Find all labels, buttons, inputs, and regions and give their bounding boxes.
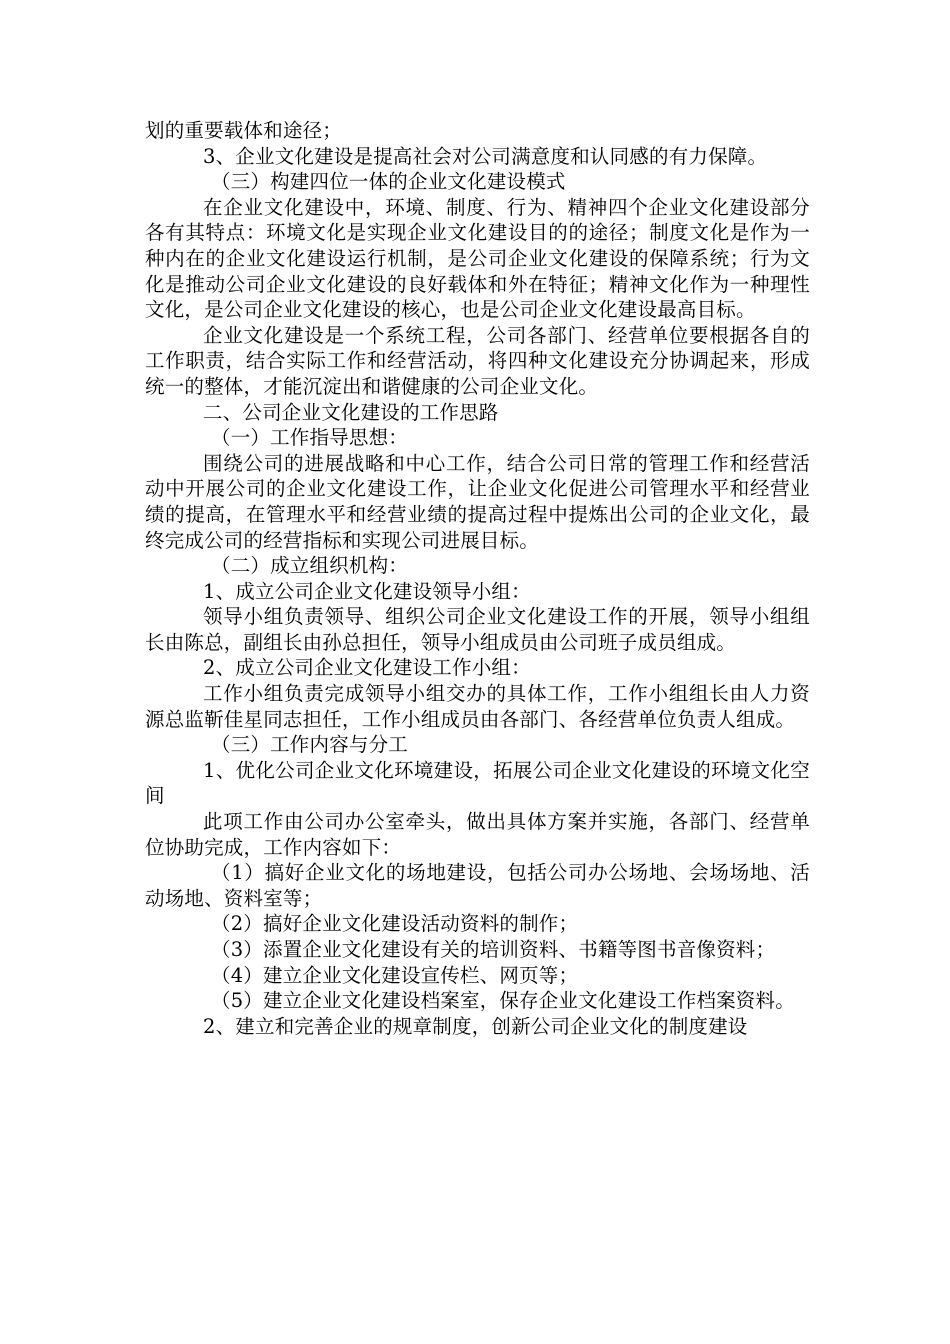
section-heading-14: （三）工作内容与分工 [211, 733, 409, 757]
paragraph-2: 3、企业文化建设是提高社会对公司满意度和认同感的有力保障。 [203, 144, 768, 168]
paragraph-13: 工作小组负责完成领导小组交办的具体工作，工作小组组长由人力资源总监靳佳星同志担任，工作小组成员由各部门、各经营单位负责人组成。 [145, 682, 810, 731]
list-item-2: （2）搞好企业文化建设活动资料的制作； [211, 912, 579, 936]
paragraph-16: 此项工作由公司办公室牵头，做出具体方案并实施，各部门、经营单位协助完成，工作内容如下： [145, 810, 810, 859]
section-heading-3: （三）构建四位一体的企业文化建设模式 [211, 170, 566, 194]
list-item-4: （4）建立企业文化建设宣传栏、网页等； [211, 963, 579, 987]
paragraph-10: 1、成立公司企业文化建设领导小组： [203, 579, 531, 603]
paragraph-15: 1、优化公司企业文化环境建设，拓展公司企业文化建设的环境文化空间 [145, 758, 810, 808]
paragraph-8: 围绕公司的进展战略和中心工作，结合公司日常的管理工作和经营活动中开展公司的企业文化建设工作，让企业文化促进公司管理水平和经营业绩的提高，在管理水平和经营业绩的提高过程中提炼出公司的企业文化，最终完成公司的经营指标和实现公司进展目标。 [145, 451, 810, 552]
paragraph-22: 2、建立和完善企业的规章制度，创新公司企业文化的制度建设 [203, 1014, 748, 1038]
paragraph-11: 领导小组负责领导、组织公司企业文化建设工作的开展，领导小组组长由陈总，副组长由孙总担任，领导小组成员由公司班子成员组成。 [145, 605, 810, 654]
list-item-1: （1）搞好企业文化的场地建设，包括公司办公场地、会场场地、活动场地、资料室等； [145, 861, 810, 910]
list-item-5: （5）建立企业文化建设档案室，保存企业文化建设工作档案资料。 [211, 989, 795, 1013]
section-heading-9: （二）成立组织机构： [211, 554, 409, 578]
list-item-3: （3）添置企业文化建设有关的培训资料、书籍等图书音像资料； [211, 938, 776, 961]
paragraph-1: 划的重要载体和途径； [145, 119, 343, 142]
paragraph-12: 2、成立公司企业文化建设工作小组： [203, 656, 531, 680]
paragraph-5: 企业文化建设是一个系统工程，公司各部门、经营单位要根据各自的工作职责，结合实际工作和经营活动，将四种文化建设充分协调起来，形成统一的整体，才能沉淀出和谐健康的公司企业文化。 [145, 323, 810, 398]
paragraph-4: 在企业文化建设中，环境、制度、行为、精神四个企业文化建设部分各有其特点：环境文化是实现企业文化建设目的的途径；制度文化是作为一种内在的企业文化建设运行机制，是公司企业文化建设的保障系统；行为文化是推动公司企业文化建设的良好载体和外在特征；精神文化作为一种理性文化，是公司企业文化建设的核心，也是公司企业文化建设最高目标。 [145, 195, 810, 322]
section-heading-7: （一）工作指导思想： [211, 426, 409, 450]
section-heading-6: 二、公司企业文化建设的工作思路 [203, 400, 499, 424]
document-page [145, 118, 810, 1039]
